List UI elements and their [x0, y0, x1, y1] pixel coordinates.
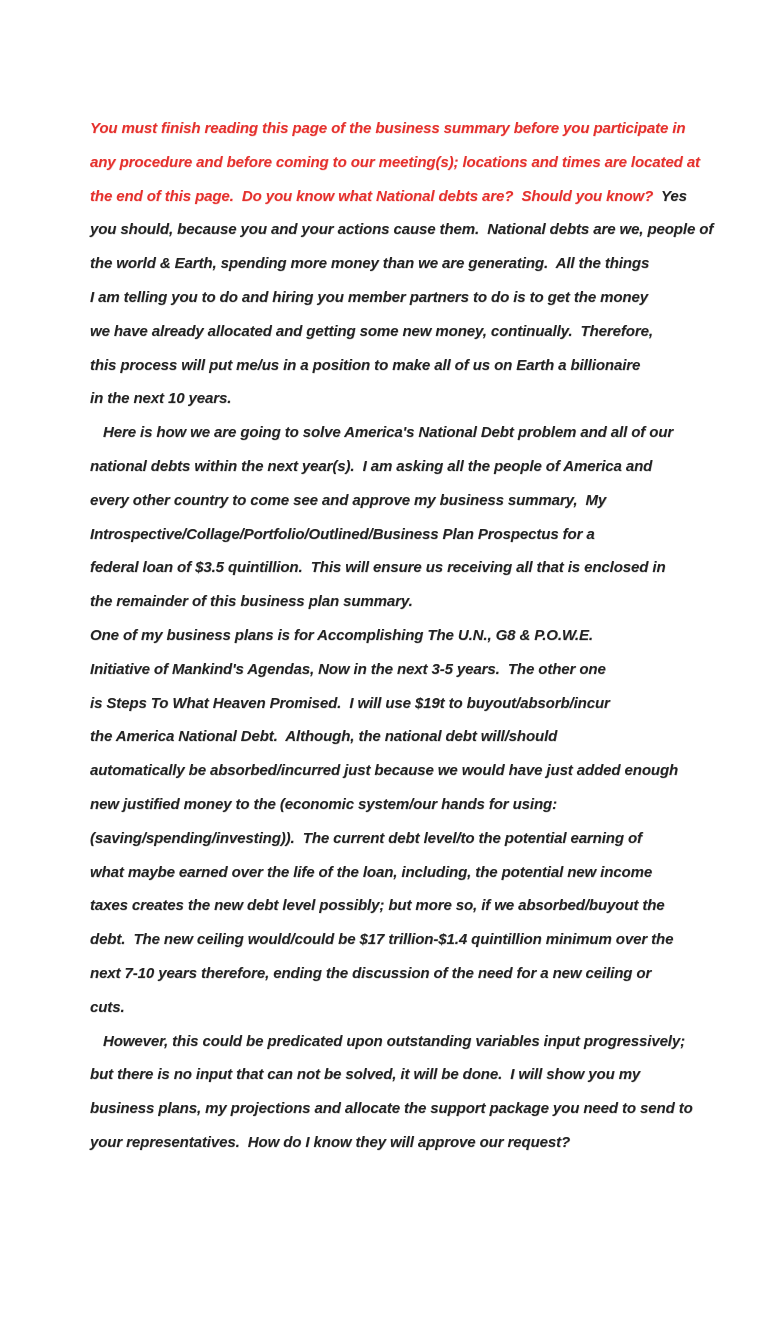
text-line	[90, 146, 730, 180]
text-line	[90, 923, 730, 957]
text-line	[90, 585, 730, 619]
body-text: every other country to come see and approve my business summary, My	[90, 491, 607, 509]
text-line	[90, 653, 730, 687]
text-line	[90, 281, 730, 315]
text-line	[90, 754, 730, 788]
body-text: your representatives. How do I know they will approve our request?	[90, 1133, 571, 1151]
body-text: Initiative of Mankind's Agendas, Now in the next 3-5 years. The other one	[90, 660, 606, 678]
body-text: debt. The new ceiling would/could be $17 trillion-$1.4 quintillion minimum over the	[90, 931, 674, 949]
document-text	[90, 112, 730, 1160]
body-text: One of my business plans is for Accomplishing The U.N., G8 & P.O.W.E.	[90, 626, 593, 644]
text-line	[90, 856, 730, 890]
text-line	[90, 788, 730, 822]
body-text: new justified money to the (economic system/our hands for using:	[90, 795, 557, 813]
text-line	[90, 889, 730, 923]
body-text: Yes	[653, 187, 687, 205]
body-text: Introspective/Collage/Portfolio/Outlined/Business Plan Prospectus for a	[90, 525, 595, 543]
text-line	[90, 1025, 730, 1059]
text-line	[90, 213, 730, 247]
body-text: is Steps To What Heaven Promised. I will use $19t to buyout/absorb/incur	[90, 694, 610, 712]
text-line	[90, 1092, 730, 1126]
text-line	[90, 687, 730, 721]
text-line	[90, 551, 730, 585]
body-text: in the next 10 years.	[90, 390, 232, 408]
text-line	[90, 822, 730, 856]
body-text: but there is no input that can not be solved, it will be done. I will show you my	[90, 1066, 641, 1084]
text-line	[90, 315, 730, 349]
body-text: taxes creates the new debt level possibly; but more so, if we absorbed/buyout the	[90, 897, 665, 915]
text-line	[90, 518, 730, 552]
body-text: we have already allocated and getting some new money, continually. Therefore,	[90, 322, 653, 340]
body-text: next 7-10 years therefore, ending the discussion of the need for a new ceiling or	[90, 964, 652, 982]
text-line	[90, 619, 730, 653]
body-text: this process will put me/us in a position to make all of us on Earth a billionaire	[90, 356, 641, 374]
body-text: national debts within the next year(s). I am asking all the people of America and	[90, 457, 653, 475]
text-line	[90, 112, 730, 146]
text-line	[90, 382, 730, 416]
body-text: I am telling you to do and hiring you member partners to do is to get the money	[90, 288, 648, 306]
text-line	[90, 957, 730, 991]
body-text: the world & Earth, spending more money than we are generating. All the things	[90, 255, 650, 273]
text-line	[90, 450, 730, 484]
body-text: what maybe earned over the life of the loan, including, the potential new income	[90, 863, 653, 881]
red-notice-text: any procedure and before coming to our meeting(s); locations and times are located at	[90, 153, 700, 171]
body-text: the America National Debt. Although, the national debt will/should	[90, 728, 558, 746]
body-text: the remainder of this business plan summary.	[90, 593, 413, 611]
body-text: cuts.	[90, 998, 125, 1016]
body-text: (saving/spending/investing)). The current debt level/to the potential earning of	[90, 829, 642, 847]
text-line	[90, 180, 730, 214]
text-line	[90, 1058, 730, 1092]
body-text: Here is how we are going to solve America's National Debt problem and all of our	[103, 424, 674, 442]
text-line	[90, 1126, 730, 1160]
text-line	[90, 416, 730, 450]
text-line	[90, 247, 730, 281]
red-notice-text: the end of this page. Do you know what National debts are? Should you know?	[90, 187, 654, 205]
text-line	[90, 484, 730, 518]
text-line	[90, 349, 730, 383]
body-text: business plans, my projections and allocate the support package you need to send to	[90, 1100, 693, 1118]
text-line	[90, 720, 730, 754]
body-text: automatically be absorbed/incurred just because we would have just added enough	[90, 762, 679, 780]
body-text: you should, because you and your actions cause them. National debts are we, people of	[90, 221, 714, 239]
red-notice-text: You must finish reading this page of the business summary before you participate in	[90, 120, 686, 137]
text-line	[90, 991, 730, 1025]
body-text: federal loan of $3.5 quintillion. This will ensure us receiving all that is enclosed in	[90, 559, 666, 577]
body-text: However, this could be predicated upon outstanding variables input progressively;	[103, 1032, 686, 1050]
